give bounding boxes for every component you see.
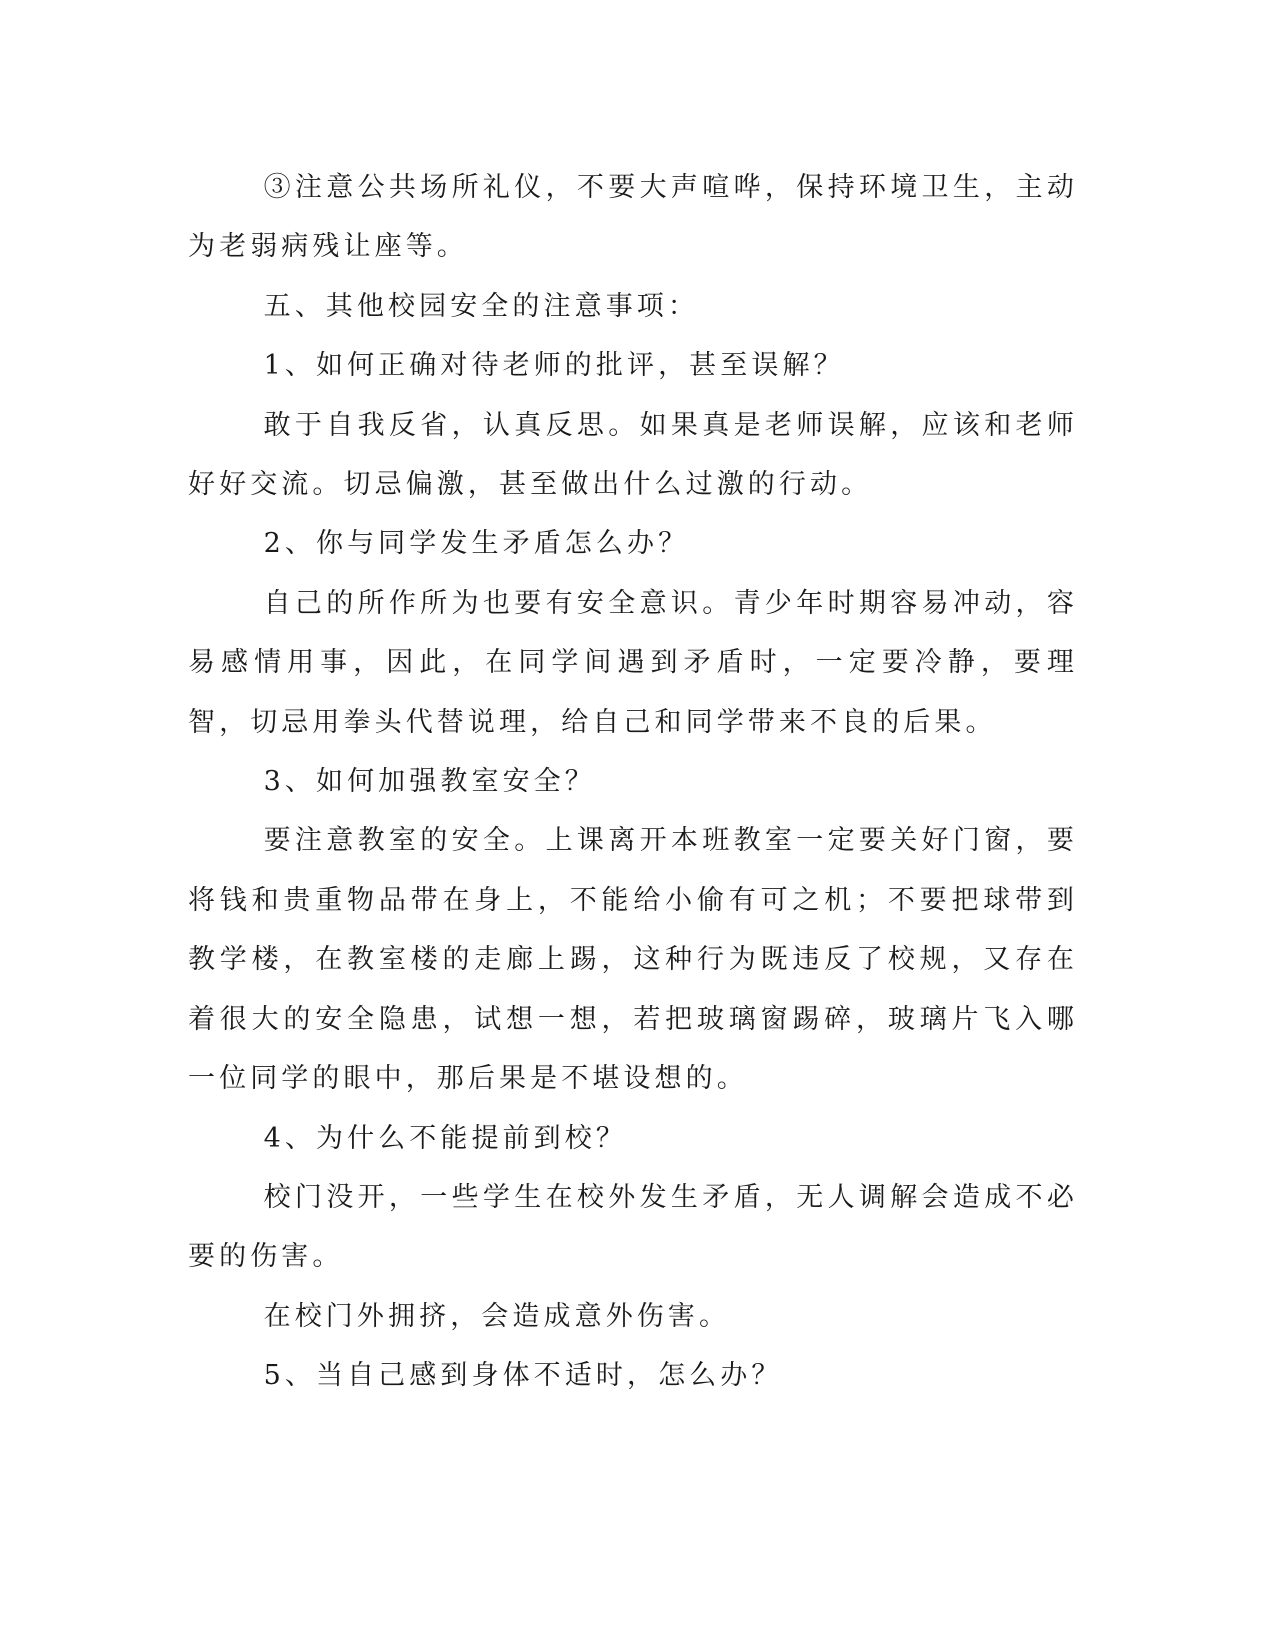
question-3: 3、如何加强教室安全？ xyxy=(263,766,596,798)
document-body xyxy=(188,158,1078,1406)
question-1: 1、如何正确对待老师的批评，甚至误解？ xyxy=(263,350,845,382)
answer-3: 要注意教室的安全。上课离开本班教室一定要关好门窗，要将钱和贵重物品带在身上，不能给小偷有可之机；不要把球带到教学楼，在教室楼的走廊上踢，这种行为既违反了校规，又存在着很大的安全隐患，试想一想，若把玻璃窗踢碎，玻璃片飞入哪一位同学的眼中，那后果是不堪设想的。 xyxy=(188,825,1078,1095)
paragraph-etiquette-note: ③注意公共场所礼仪，不要大声喧哗，保持环境卫生，主动为老弱病残让座等。 xyxy=(188,172,1078,263)
question-5: 5、当自己感到身体不适时，怎么办？ xyxy=(263,1360,783,1392)
question-2: 2、你与同学发生矛盾怎么办？ xyxy=(263,528,690,560)
answer-4-part-1: 校门没开，一些学生在校外发生矛盾，无人调解会造成不必要的伤害。 xyxy=(188,1181,1078,1273)
answer-2: 自己的所作所为也要有安全意识。青少年时期容易冲动，容易感情用事，因此，在同学间遇到矛盾时，一定要冷静，要理智，切忌用拳头代替说理，给自己和同学带来不良的后果。 xyxy=(188,587,1078,738)
question-4: 4、为什么不能提前到校？ xyxy=(263,1122,627,1154)
section-heading-other-safety: 五、其他校园安全的注意事项： xyxy=(263,290,699,322)
answer-4-part-2: 在校门外拥挤，会造成意外伤害。 xyxy=(263,1300,731,1332)
answer-1: 敢于自我反省，认真反思。如果真是老师误解，应该和老师好好交流。切忌偏激，甚至做出什么过激的行动。 xyxy=(188,409,1078,501)
